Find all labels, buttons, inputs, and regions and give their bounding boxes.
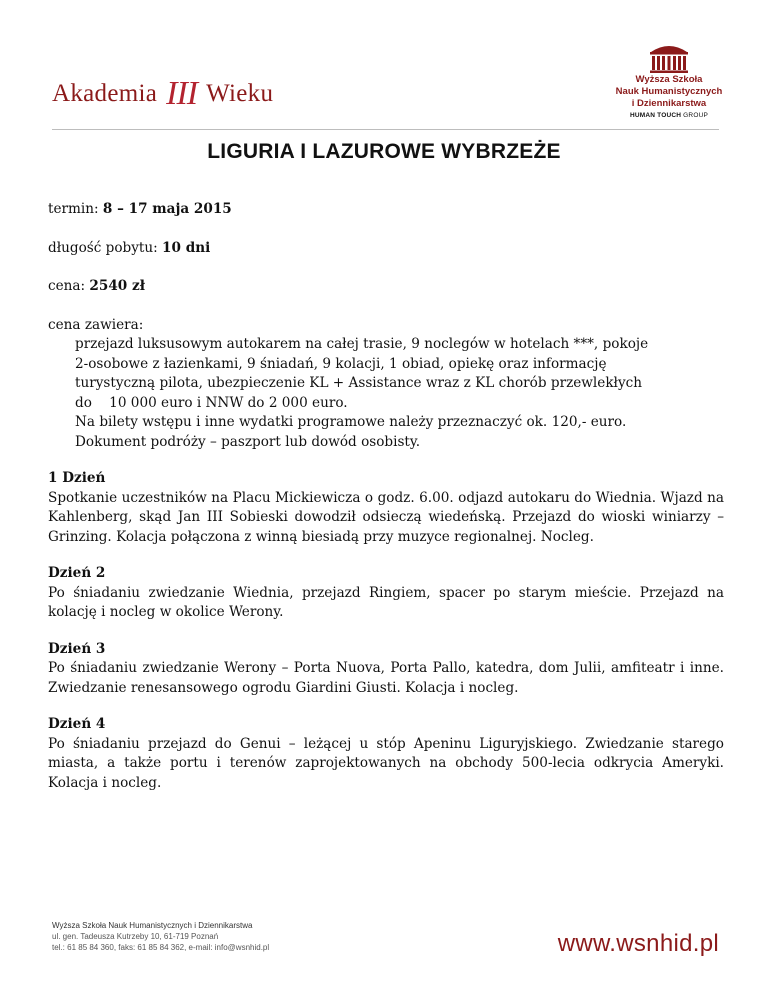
footer-address: ul. gen. Tadeusza Kutrzeby 10, 61-719 Poznań bbox=[52, 932, 219, 941]
day-2-title: Dzień 2 bbox=[48, 565, 106, 581]
includes-label: cena zawiera: bbox=[48, 316, 144, 333]
footer-org-name: Wyższa Szkoła Nauk Humanistycznych i Dziennikarstwa bbox=[52, 921, 253, 930]
day-4-section bbox=[48, 715, 724, 793]
document-body bbox=[48, 200, 724, 793]
day-1-title: 1 Dzień bbox=[48, 470, 106, 486]
includes-line: turystyczną pilota, ubezpieczenie KL + Assistance wraz z KL chorób przewlekłych bbox=[75, 375, 643, 391]
includes-line: przejazd luksusowym autokarem na całej trasie, 9 noclegów w hotelach ***, pokoje bbox=[75, 336, 649, 352]
includes-line: 2-osobowe z łazienkami, 9 śniadań, 9 kolacji, 1 obiad, opiekę oraz informację bbox=[75, 355, 607, 372]
price-value: 2540 zł bbox=[89, 278, 145, 294]
day-3-section bbox=[48, 640, 724, 699]
logo-word-wieku: Wieku bbox=[206, 80, 274, 107]
day-4-text: Po śniadaniu przejazd do Genui – leżącej u stóp Apeninu Liguryjskiego. Zwiedzanie starego miasta, a także portu i terenów zaprojektowanych na obchody 500-lecia odkrycia Ameryki. Kolacja i nocleg. bbox=[48, 735, 724, 791]
includes-line: do 10 000 euro i NNW do 2 000 euro. bbox=[75, 394, 348, 411]
includes-line: Na bilety wstępu i inne wydatki programowe należy przeznaczyć ok. 120,- euro. bbox=[75, 414, 627, 430]
day-1-section bbox=[48, 469, 724, 547]
wsnhid-logo bbox=[608, 42, 730, 119]
building-columns-icon bbox=[647, 42, 691, 74]
logo-word-akademia: Akademia bbox=[52, 80, 158, 107]
includes-section bbox=[48, 316, 724, 453]
term-value: 8 – 17 maja 2015 bbox=[102, 201, 232, 217]
footer-contact: tel.: 61 85 84 360, faks: 61 85 84 362, e-mail: info@wsnhid.pl bbox=[52, 943, 270, 952]
logo-line-1: Wyższa Szkoła bbox=[635, 74, 703, 85]
logo-line-3: i Dziennikarstwa bbox=[631, 98, 707, 109]
day-1-text: Spotkanie uczestników na Placu Mickiewicza o godz. 6.00. odjazd autokaru do Wiednia. Wjazd na Kahlenberg, skąd Jan III Sobieski dowodził odsieczą wiedeńską. Przejazd do wioski winiarzy – Grinzing. Kolacja połączona z winną biesiadą przy muzyce regionalnej. Nocleg. bbox=[48, 489, 724, 545]
footer-website-link[interactable]: www.wsnhid.pl bbox=[557, 930, 719, 957]
day-4-title: Dzień 4 bbox=[48, 716, 106, 732]
day-3-title: Dzień 3 bbox=[48, 640, 106, 657]
akademia-logo bbox=[52, 72, 273, 110]
includes-line: Dokument podróży – paszport lub dowód osobisty. bbox=[75, 433, 421, 450]
term-row: termin: 8 – 17 maja 2015 bbox=[48, 201, 232, 217]
day-2-section bbox=[48, 564, 724, 623]
logo-line-2: Nauk Humanistycznych bbox=[615, 86, 723, 97]
page-footer bbox=[52, 920, 719, 970]
logo-roman-numeral: III bbox=[166, 75, 198, 112]
page-header bbox=[0, 0, 768, 132]
day-3-text: Po śniadaniu zwiedzanie Werony – Porta Nuova, Porta Pallo, katedra, dom Julii, amfiteatr i inne. Zwiedzanie renesansowego ogrodu Giardini Giusti. Kolacja i nocleg. bbox=[48, 660, 724, 696]
header-divider bbox=[52, 129, 719, 130]
price-row: cena: 2540 zł bbox=[48, 278, 145, 294]
day-2-text: Po śniadaniu zwiedzanie Wiednia, przejazd Ringiem, spacer po starym mieście. Przejazd na kolację i nocleg w okolice Werony. bbox=[48, 584, 724, 620]
duration-value: 10 dni bbox=[162, 239, 211, 256]
logo-group-label: HUMAN TOUCH GROUP bbox=[629, 112, 709, 119]
page-title: LIGURIA I LAZUROWE WYBRZEŻE bbox=[207, 140, 561, 163]
duration-row: długość pobytu: 10 dni bbox=[48, 239, 211, 256]
